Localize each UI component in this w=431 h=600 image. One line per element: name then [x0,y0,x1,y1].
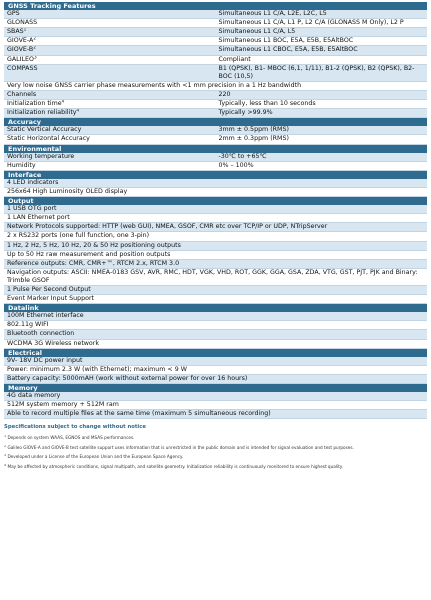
spec-text: 1 Pulse Per Second Output [4,286,427,295]
spec-label [4,109,216,118]
spec-value: Simultaneous L1 C/A, L5 [216,28,428,37]
spec-text: 1 LAN Ethernet port [4,214,427,223]
spec-text: Very low noise GNSS carrier phase measurements with <1 mm precision in a 1 Hz bandwidth [4,81,427,90]
spec-text: 2 x RS232 ports (one full function, one 3-pin) [4,232,427,241]
spec-value: 3mm ± 0.5ppm (RMS) [216,126,428,135]
footnote-marker: 4 [61,99,65,104]
spec-row [4,241,427,250]
spec-row [4,401,427,410]
spec-row [4,161,427,170]
spec-value: Simultaneous L1 BOC, E5A, E5B, E5AltBOC [216,37,428,46]
spec-label [4,37,216,46]
spec-text: 512M system memory + 512M ram [4,401,427,410]
spec-value: Simultaneous L1 C/A, L1 P, L2 C/A (GLONASS M Only), L2 P [216,19,428,28]
spec-row [4,410,427,419]
spec-label-text: Static Horizontal Accuracy [7,135,90,143]
spec-row [4,19,427,28]
spec-row [4,90,427,99]
spec-text: Up to 50 Hz raw measurement and position outputs [4,250,427,259]
footnote [4,435,427,440]
spec-row [4,374,427,383]
spec-text: 4 LED indicators [4,179,427,188]
spec-row [4,214,427,223]
footnote-marker: 2 [33,45,36,50]
footnote-text: May be affected by atmospheric conditions, signal multipath, and satellite geometry. Initialization reliability is continuously monitored to ensure highest quality. [7,463,343,469]
spec-label-text: Static Vertical Accuracy [7,126,82,134]
spec-text: 256x64 High Luminosity OLED display [4,187,427,196]
spec-text: WCDMA 3G Wireless network [4,339,427,348]
spec-label [4,161,216,170]
spec-label-text: GIOVE-B [7,46,34,54]
spec-label-text: GALILEO [7,55,34,63]
section-title: Memory [8,384,38,393]
spec-row [4,135,427,144]
spec-sheet [4,0,427,469]
spec-row [4,100,427,109]
footnotes [4,435,427,469]
spec-text: Battery capacity: 5000mAH (work without external power for over 16 hours) [4,374,427,383]
footnote-text: Developed under a License of the European Union and the European Space Agency. [7,454,184,460]
spec-row [4,232,427,241]
spec-label-text: Humidity [7,161,36,169]
spec-label [4,64,216,81]
spec-row [4,153,427,162]
spec-value: B1 (QPSK), B1- MBOC (6,1, 1/11), B1-2 (QPSK), B2 (QPSK), B2-BOC (10,5) [216,64,428,81]
spec-text: 802.11g WIFI [4,321,427,330]
spec-text: Bluetooth connection [4,330,427,339]
spec-row [4,28,427,37]
spec-value: 2mm ± 0.3ppm (RMS) [216,135,428,144]
spec-row [4,223,427,232]
section-header [4,170,427,179]
footer-title: Specifications subject to change without notice [4,424,146,431]
spec-text: 1 USB OTG port [4,205,427,214]
spec-text: 100M Ethernet interface [4,312,427,321]
spec-label [4,28,216,37]
spec-label [4,19,216,28]
spec-label [4,55,216,64]
section-title: Datalink [8,304,39,313]
spec-text: Power: minimum 2.3 W (with Ethernet); maximum < 9 W [4,365,427,374]
footnote-text: Depends on system WAAS, EGNOS and MSAS performances. [7,435,135,441]
spec-row [4,268,427,285]
spec-text: Network Protocols supported: HTTP (web GUI), NMEA, GSOF, CMR etc over TCP/IP or UDP, NTripServer [4,223,427,232]
spec-row [4,37,427,46]
spec-text: 1 Hz, 2 Hz, 5 Hz, 10 Hz, 20 & 50 Hz positioning outputs [4,241,427,250]
spec-value: 220 [216,90,428,99]
spec-row [4,286,427,295]
spec-value: Compliant [216,55,428,64]
footnote [4,454,427,459]
footer [4,424,427,469]
spec-row [4,109,427,118]
spec-text: Reference outputs: CMR, CMR+™, RTCM 2.x, RTCM 3.0 [4,259,427,268]
spec-text: Navigation outputs: ASCII: NMEA-0183 GSV, AVR, RMC, HDT, VGK, VHD, ROT, GGK, GGA, GSA, ZDA, VTG, GST, PJT, PJK and Binary: Trimble GSOF [4,268,427,285]
spec-row [4,250,427,259]
section-header [4,118,427,127]
spec-row [4,312,427,321]
spec-row [4,321,427,330]
spec-value: -30℃ to +65℃ [216,153,428,162]
footnote-number: 3 [4,454,7,458]
section-header [4,197,427,206]
spec-value: Typically >99.9% [216,109,428,118]
spec-text: 4G data memory [4,392,427,401]
spec-label-text: SBAS [7,28,24,36]
section-title: Output [8,197,34,206]
spec-table [4,2,427,419]
spec-value: Simultaneous L1 CBOC, E5A, E5B, E5AltBOC [216,46,428,55]
footnote-marker: 4 [76,108,80,113]
section-header [4,2,427,10]
section-title: Environmental [8,144,62,153]
spec-row [4,46,427,55]
spec-label-text: COMPASS [7,64,38,72]
footnote-number: 4 [4,463,7,467]
footnote [4,464,427,469]
footnote-text: Galileo GIOVE-A and GIOVE-B test satellite support uses information that is unrestricted in the public domain and is intended for signal evaluation and test purposes. [7,444,354,450]
spec-label-text: GPS [7,10,20,18]
section-header [4,304,427,313]
spec-label-text: Working temperature [7,152,75,160]
spec-row [4,81,427,90]
section-title: Electrical [8,348,42,357]
spec-label [4,10,216,19]
spec-row [4,392,427,401]
section-header [4,144,427,153]
spec-text: Event Marker Input Support [4,295,427,304]
spec-row [4,179,427,188]
spec-value: Simultaneous L1 C/A, L2E, L2C, L5 [216,10,428,19]
spec-label-text: Channels [7,90,37,98]
spec-text: 9V- 18V DC power input [4,357,427,366]
footnote-marker: 2 [33,36,36,41]
footnote-marker: 1 [23,27,27,32]
spec-row [4,10,427,19]
spec-label-text: Initialization time [7,100,62,108]
spec-text: Able to record multiple files at the same time (maximum 5 simultaneous recording) [4,410,427,419]
section-header [4,384,427,393]
section-title: GNSS Tracking Features [8,2,96,10]
footnote-marker: 3 [34,55,37,59]
spec-label [4,153,216,162]
spec-label [4,135,216,144]
footnote-number: 1 [4,435,7,439]
spec-row [4,365,427,374]
spec-label [4,46,216,55]
spec-value: 0% – 100% [216,161,428,170]
spec-row [4,357,427,366]
section-header [4,348,427,357]
spec-row [4,64,427,81]
spec-row [4,205,427,214]
spec-row [4,330,427,339]
spec-row [4,295,427,304]
spec-row [4,187,427,196]
section-title: Accuracy [8,118,42,127]
section-title: Interface [8,170,42,179]
spec-label-text: GIOVE-A [7,37,34,45]
spec-row [4,126,427,135]
spec-label [4,126,216,135]
spec-row [4,55,427,64]
footnote-number: 2 [4,444,7,448]
spec-value: Typically, less than 10 seconds [216,100,428,109]
spec-label [4,90,216,99]
spec-label [4,100,216,109]
spec-label-text: GLONASS [7,19,38,27]
footnote [4,445,427,450]
spec-row [4,339,427,348]
spec-label-text: Initialization reliability [7,109,77,117]
spec-row [4,259,427,268]
